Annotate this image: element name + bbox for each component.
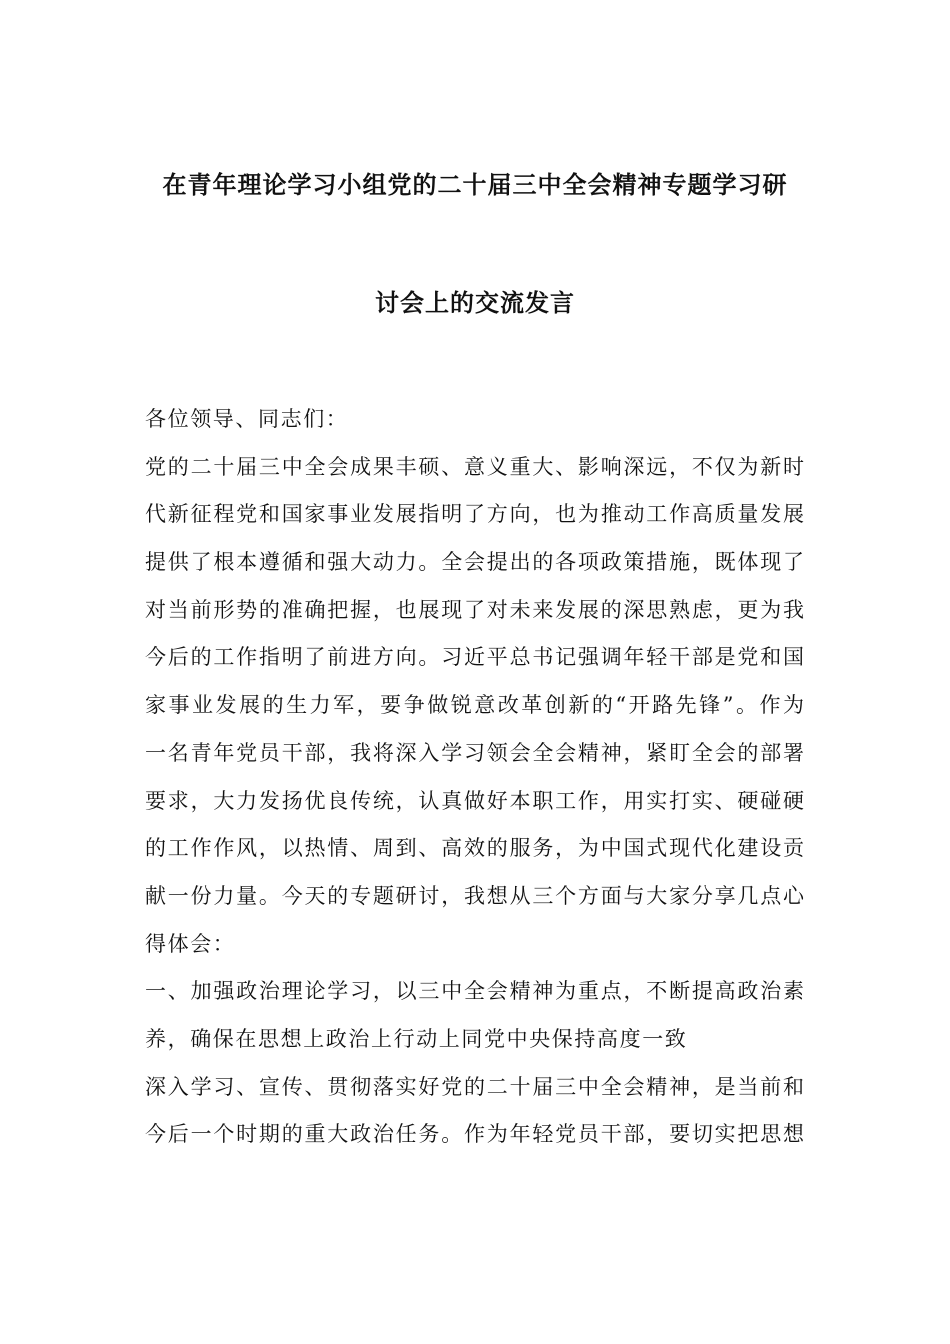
paragraph-line: 代新征程党和国家事业发展指明了方向，也为推动工作高质量发展 xyxy=(145,502,804,527)
paragraph-line: 要求，大力发扬优良传统，认真做好本职工作，用实打实、硬碰硬 xyxy=(145,788,804,813)
paragraph-line: 提供了根本遵循和强大动力。全会提出的各项政策措施，既体现了 xyxy=(145,550,804,575)
paragraph-line: 党的二十届三中全会成果丰硕、意义重大、影响深远，不仅为新时 xyxy=(145,454,804,479)
paragraph-line: 献一份力量。今天的专题研讨，我想从三个方面与大家分享几点心 xyxy=(145,883,804,908)
paragraph-line: 今后的工作指明了前进方向。习近平总书记强调年轻干部是党和国 xyxy=(145,645,804,670)
paragraph-line: 一名青年党员干部，我将深入学习领会全会精神，紧盯全会的部署 xyxy=(145,740,804,765)
paragraph-line: 今后一个时期的重大政治任务。作为年轻党员干部，要切实把思想 xyxy=(145,1122,804,1147)
document-body xyxy=(145,400,804,1163)
paragraph-line: 对当前形势的准确把握，也展现了对未来发展的深思熟虑，更为我 xyxy=(145,597,804,622)
document-title-line-2: 讨会上的交流发言 xyxy=(375,288,575,317)
paragraph-line: 的工作作风，以热情、周到、高效的服务，为中国式现代化建设贡 xyxy=(145,836,804,861)
section-heading-line: 养，确保在思想上政治上行动上同党中央保持高度一致 xyxy=(145,1026,688,1051)
paragraph-line: 家事业发展的生力军，要争做锐意改革创新的“开路先锋”。作为 xyxy=(145,693,804,718)
salutation: 各位领导、同志们： xyxy=(145,407,349,431)
document-title-line-1: 在青年理论学习小组党的二十届三中全会精神专题学习研 xyxy=(162,170,788,199)
section-heading-line: 一、加强政治理论学习，以三中全会精神为重点，不断提高政治素 xyxy=(145,979,804,1004)
paragraph-line: 得体会： xyxy=(145,931,236,956)
paragraph-line: 深入学习、宣传、贯彻落实好党的二十届三中全会精神，是当前和 xyxy=(145,1074,804,1099)
